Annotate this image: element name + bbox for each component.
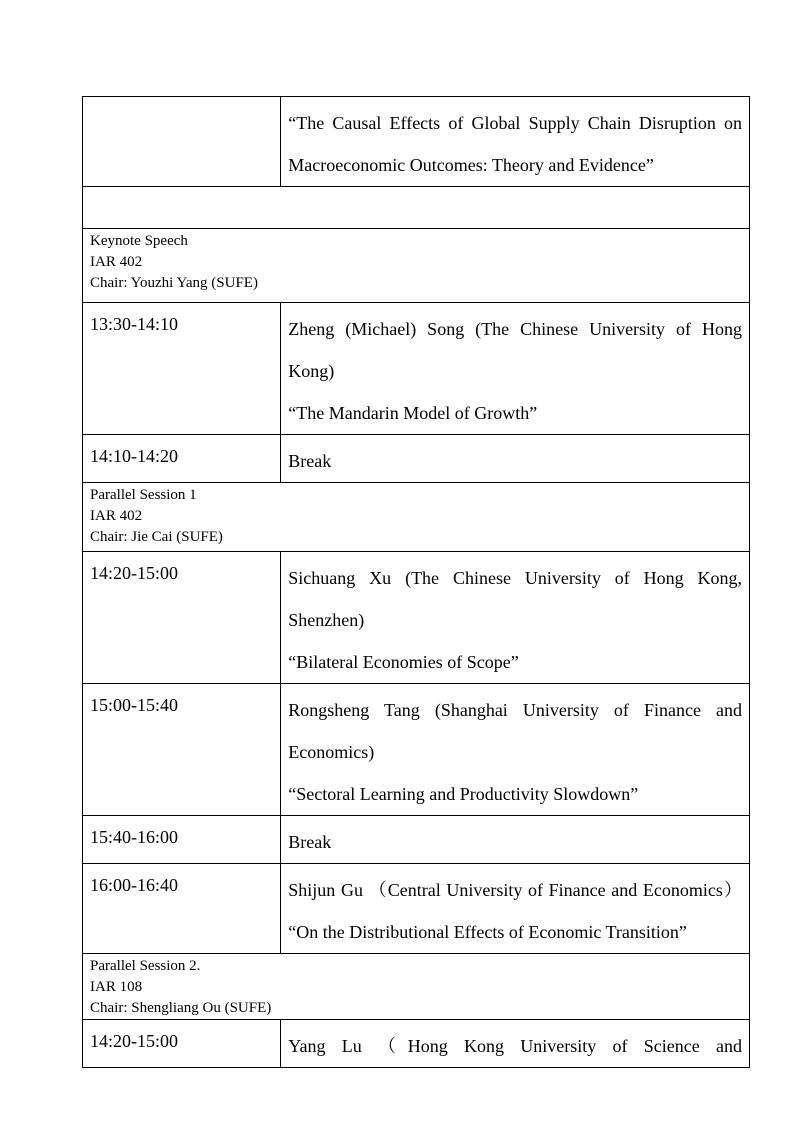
talk-title-cont: Macroeconomic Outcomes: Theory and Evidence” bbox=[288, 155, 654, 175]
time-cell: 15:00-15:40 bbox=[83, 684, 281, 816]
break-label: Break bbox=[288, 451, 332, 471]
session-chair: Chair: Youzhi Yang (SUFE) bbox=[90, 275, 258, 291]
talk-cell bbox=[281, 97, 750, 187]
spacer-cell bbox=[83, 187, 750, 229]
break-cell bbox=[281, 816, 750, 864]
time-cell: 13:30-14:10 bbox=[83, 303, 281, 435]
table-row bbox=[83, 1020, 750, 1068]
speaker: Sichuang Xu (The Chinese University of Hong Kong, bbox=[288, 568, 742, 588]
session-name: Parallel Session 1 bbox=[90, 487, 197, 503]
session-chair: Chair: Shengliang Ou (SUFE) bbox=[90, 1000, 272, 1016]
talk-title: “Sectoral Learning and Productivity Slowdown” bbox=[288, 784, 639, 804]
table-row bbox=[83, 435, 750, 483]
session1-header bbox=[83, 483, 750, 552]
empty-time-cell bbox=[83, 97, 281, 187]
speaker-cont: Economics) bbox=[288, 742, 375, 762]
time-cell: 15:40-16:00 bbox=[83, 816, 281, 864]
time-cell: 14:20-15:00 bbox=[83, 552, 281, 684]
table-row bbox=[83, 303, 750, 435]
time-cell: 16:00-16:40 bbox=[83, 864, 281, 954]
session-name: Keynote Speech bbox=[90, 233, 188, 249]
session-header-row bbox=[83, 483, 750, 552]
session-room: IAR 402 bbox=[90, 254, 143, 270]
table-row bbox=[83, 864, 750, 954]
speaker: Rongsheng Tang (Shanghai University of Finance and bbox=[288, 700, 742, 720]
table-row bbox=[83, 816, 750, 864]
table-row bbox=[83, 97, 750, 187]
time-cell: 14:20-15:00 bbox=[83, 1020, 281, 1068]
talk-cell bbox=[281, 684, 750, 816]
session-room: IAR 108 bbox=[90, 979, 143, 995]
session-header-row bbox=[83, 954, 750, 1020]
session-room: IAR 402 bbox=[90, 508, 143, 524]
talk-cell bbox=[281, 552, 750, 684]
session-chair: Chair: Jie Cai (SUFE) bbox=[90, 529, 223, 545]
talk-title: “The Mandarin Model of Growth” bbox=[288, 403, 538, 423]
session2-header bbox=[83, 954, 750, 1020]
break-label: Break bbox=[288, 832, 332, 852]
spacer-row bbox=[83, 187, 750, 229]
talk-title: “On the Distributional Effects of Economic Transition” bbox=[288, 922, 687, 942]
speaker-cont: Shenzhen) bbox=[288, 610, 365, 630]
speaker: Zheng (Michael) Song (The Chinese University of Hong bbox=[288, 319, 742, 339]
speaker: Yang Lu （Hong Kong University of Science and bbox=[288, 1036, 742, 1056]
schedule-table bbox=[82, 96, 750, 1068]
talk-cell bbox=[281, 303, 750, 435]
table-row bbox=[83, 552, 750, 684]
session-name: Parallel Session 2. bbox=[90, 958, 201, 974]
speaker-cont: Kong) bbox=[288, 361, 335, 381]
speaker: Shijun Gu （Central University of Finance and Economics） bbox=[288, 880, 742, 900]
time-cell: 14:10-14:20 bbox=[83, 435, 281, 483]
break-cell bbox=[281, 435, 750, 483]
talk-title: “The Causal Effects of Global Supply Chain Disruption on bbox=[288, 113, 742, 133]
talk-cell bbox=[281, 1020, 750, 1068]
session-header-row bbox=[83, 229, 750, 303]
talk-cell bbox=[281, 864, 750, 954]
keynote-header bbox=[83, 229, 750, 303]
talk-title: “Bilateral Economies of Scope” bbox=[288, 652, 519, 672]
table-row bbox=[83, 684, 750, 816]
